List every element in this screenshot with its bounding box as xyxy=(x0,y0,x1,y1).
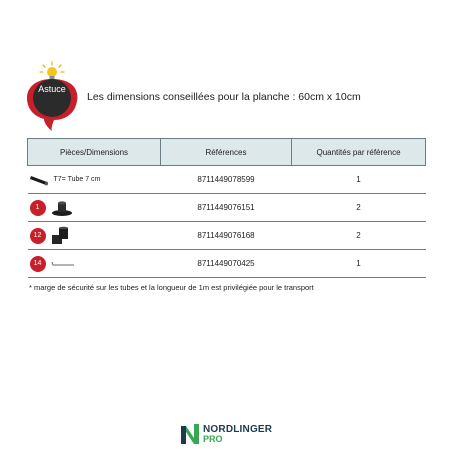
quantity-cell: 1 xyxy=(292,166,426,194)
tube-icon xyxy=(30,173,50,187)
piece-cell xyxy=(28,166,161,194)
quantity-cell: 1 xyxy=(292,250,426,278)
lightbulb-icon xyxy=(24,60,80,132)
parts-table xyxy=(27,138,426,278)
piece-cell xyxy=(28,222,161,250)
reference-cell: 8711449070425 xyxy=(161,250,292,278)
nordlinger-logo xyxy=(180,422,272,446)
astuce-badge xyxy=(24,60,80,132)
tip-text: Les dimensions conseillées pour la planche : 60cm x 10cm xyxy=(87,91,361,103)
round-base-icon xyxy=(50,199,74,217)
quantity-cell: 2 xyxy=(292,194,426,222)
quantity-cell: 2 xyxy=(292,222,426,250)
logo-sub: PRO xyxy=(203,433,223,444)
piece-cell xyxy=(28,250,161,278)
reference-cell: 8711449078599 xyxy=(161,166,292,194)
bracket-icon xyxy=(50,226,72,246)
table-row xyxy=(28,166,426,194)
table-row xyxy=(28,222,426,250)
header-references: Références xyxy=(161,139,292,166)
piece-number-badge: 14 xyxy=(30,256,46,272)
pin-icon xyxy=(50,259,76,269)
astuce-label: Astuce xyxy=(38,84,66,94)
logo-name: NORDLINGER xyxy=(203,423,273,435)
piece-cell xyxy=(28,194,161,222)
table-header-row xyxy=(28,139,426,166)
piece-number-badge: 12 xyxy=(30,228,46,244)
piece-label: T7= Tube 7 cm xyxy=(53,176,101,183)
table-row xyxy=(28,250,426,278)
table-row xyxy=(28,194,426,222)
reference-cell: 8711449076151 xyxy=(161,194,292,222)
footnote: * marge de sécurité sur les tubes et la longueur de 1m est privilégiée pour le transport xyxy=(29,283,314,292)
nordlinger-logo-icon xyxy=(180,423,200,445)
reference-cell: 8711449076168 xyxy=(161,222,292,250)
piece-number-badge: 1 xyxy=(30,200,46,216)
header-quantities: Quantités par référence xyxy=(292,139,426,166)
header-pieces: Pièces/Dimensions xyxy=(28,139,161,166)
